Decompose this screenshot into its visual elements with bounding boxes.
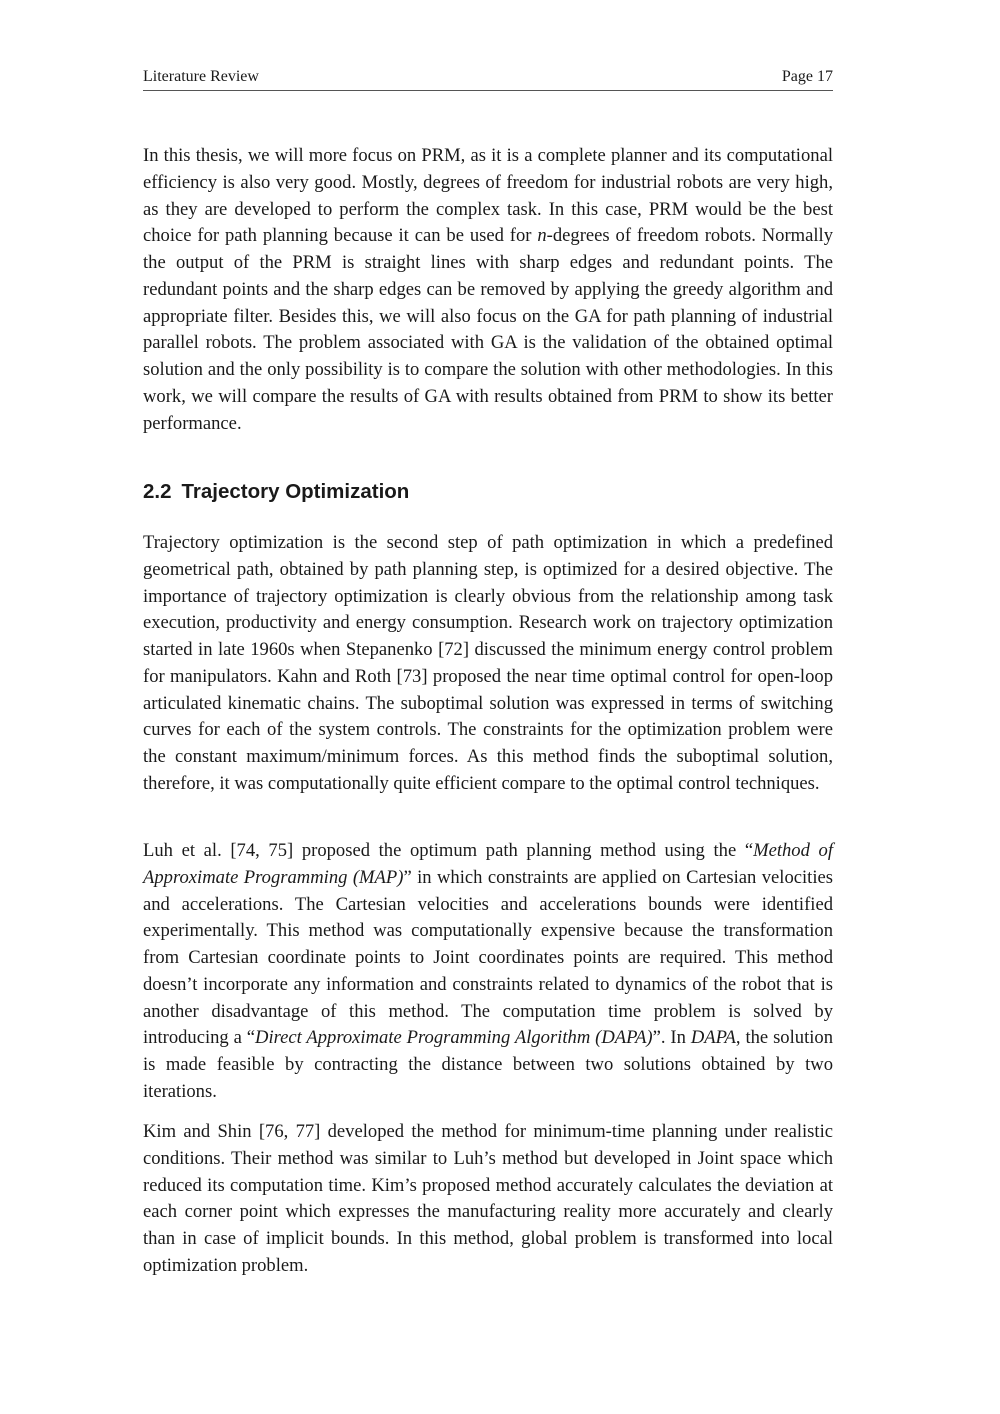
section-heading <box>143 478 409 506</box>
term-map: Method of Approximate Programming (MAP) <box>143 840 833 888</box>
section-title: Trajectory Optimization <box>181 480 410 503</box>
section-number: 2.2 <box>143 480 172 503</box>
paragraph-trajectory-intro: Trajectory optimization is the second step of path optimization in which a predefined geometrical path, obtained by path planning step, is optimized for a desired objective. The importance of trajectory optimization is clearly obvious from the relationship among task execution, productivity and energy consumption. Research work on trajectory optimization started in late 1960s when Stepanenko [72] discussed the minimum energy control problem for manipulators. Kahn and Roth [73] proposed the near time optimal control for open-loop articulated kinematic chains. The suboptimal solution was expressed in terms of switching curves for each of the system controls. The constraints for the optimization problem were the constant maximum/minimum forces. As this method finds the suboptimal solution, therefore, it was computationally quite efficient compare to the optimal control techniques. <box>143 532 833 794</box>
paragraph-prm-focus: In this thesis, we will more focus on PRM, as it is a complete planner and its computational efficiency is also very good. Mostly, degrees of freedom for industrial robots are very high, as they are developed to perform the complex task. In this case, PRM would be the best choice for path planning because it can be used for n-degrees of freedom robots. Normally the output of the PRM is straight lines with sharp edges and redundant points. The redundant points and the sharp edges can be removed by applying the greedy algorithm and appropriate filter. Besides this, we will also focus on the GA for path planning of industrial parallel robots. The problem associated with GA is the validation of the obtained optimal solution and the only possibility is to compare the solution with other methodologies. In this work, we will compare the results of GA with results obtained from PRM to show its better performance. <box>143 145 833 434</box>
paragraph-luh-map: Luh et al. [74, 75] proposed the optimum path planning method using the “Method of Approximate Programming (MAP)” in which constraints are applied on Cartesian velocities and accelerations. The Cartesian velocities and accelerations bounds were identified experimentally. This method was computationally expensive because the transformation from Cartesian coordinate points to Joint coordinates points are required. This method doesn’t incorporate any information and constraints related to dynamics of the robot that is another disadvantage of this method. The computation time problem is solved by introducing a “Direct Approximate Programming Algorithm (DAPA)”. In DAPA, the solution is made feasible by contracting the distance between two solutions obtained by two iterations. <box>143 840 834 1102</box>
term-dapa: DAPA <box>690 1027 736 1049</box>
paragraph-kim-shin: Kim and Shin [76, 77] developed the method for minimum-time planning under realistic conditions. Their method was similar to Luh’s method but developed in Joint space which reduced its computation time. Kim’s proposed method accurately calculates the deviation at each corner point which expresses the manufacturing reality more accurately and clearly than in case of implicit bounds. In this method, global problem is transformed into local optimization problem. <box>143 1121 833 1276</box>
document-page <box>143 0 833 1414</box>
term-dapa-full: Direct Approximate Programming Algorithm (DAPA) <box>255 1027 653 1049</box>
header-chapter-title: Literature Review <box>143 68 259 85</box>
header-page-number: Page 17 <box>781 68 833 85</box>
running-header <box>143 66 833 91</box>
variable-n: n <box>537 225 547 247</box>
